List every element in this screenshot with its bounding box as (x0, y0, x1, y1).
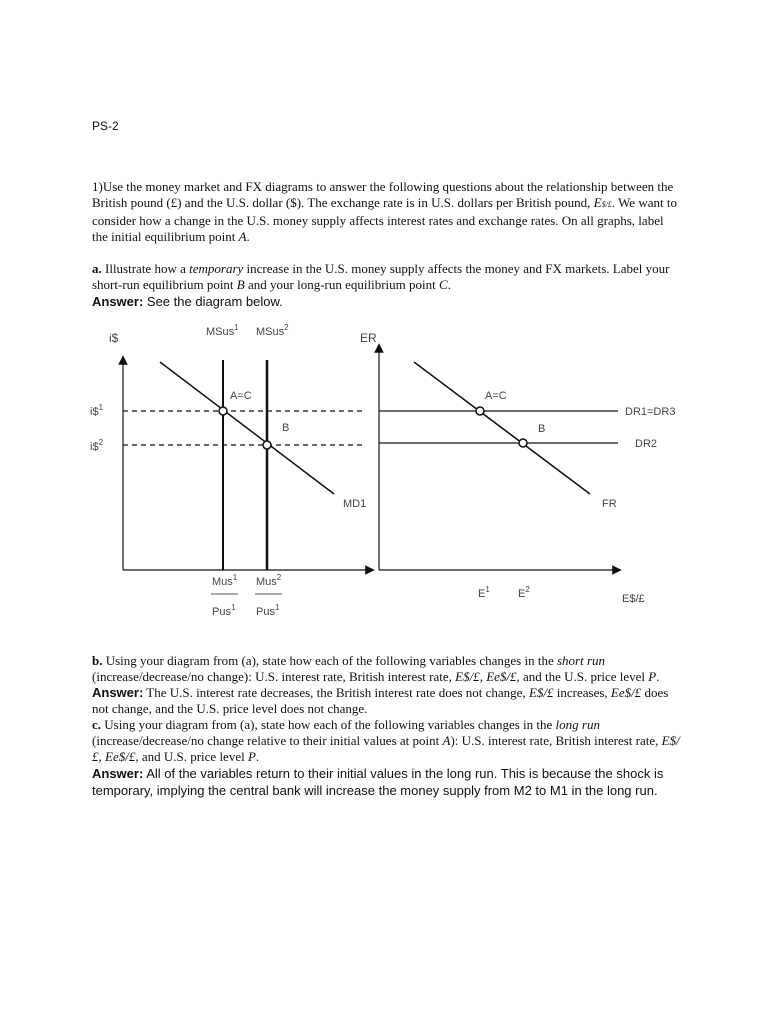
m2-label: Mus$^2$ (256, 573, 282, 588)
p2-label: Pus$^1$ (256, 603, 280, 618)
part-b-question: b. Using your diagram from (a), state how each of the following variables changes in the short run (increase/decrease/no change): U.S. interest rate, British interest rate, E$/£, Ee$/£, and the U.S. price level P. (92, 653, 660, 684)
dr1-label: DR1=DR3 (625, 406, 676, 418)
q1-text-before: 1)Use the money market and FX diagrams to answer the following questions about the relationship between the British pound (£) and the U.S. dollar ($). The exchange rate is in U.S. dollars per British pound, (92, 179, 674, 210)
point-b-marker (263, 441, 271, 449)
fx-point-b-label: B (538, 423, 546, 435)
part-a (92, 261, 682, 310)
part-c-answer: Answer: All of the variables return to their initial values in the long run. This is because the shock is temporary, implying the central bank will increase the money supply from M2 to M1 in the long run. (92, 766, 664, 798)
fx-y-label: ER (360, 331, 377, 345)
document-header: PS-2 (92, 119, 119, 133)
money-fx-diagram (80, 318, 680, 628)
e1-label: $E^1$ (478, 585, 490, 600)
parts-b-c (92, 653, 682, 799)
fx-x-label: E$/£ (622, 593, 645, 605)
point-ac-label: A=C (230, 390, 252, 402)
fr-label: FR (602, 498, 617, 510)
part-a-question: a. Illustrate how a temporary increase in the U.S. money supply affects the money and FX markets. Label your short-run equilibrium point B and your long-run equilibrium point C. (92, 261, 670, 292)
fr-curve (414, 362, 590, 494)
q1-text-after: . We want to consider how a change in the U.S. money supply affects interest rates and exchange rates. On all graphs, label the initial equilibrium point (92, 195, 677, 244)
part-a-answer: Answer: See the diagram below. (92, 294, 283, 309)
fx-point-b-marker (519, 439, 527, 447)
i1-label: i\$$^1$ (90, 403, 104, 418)
i2-label: i\$$^2$ (90, 438, 104, 453)
p1-label: Pus$^1$ (212, 603, 236, 618)
fx-point-ac-label: A=C (485, 390, 507, 402)
point-a-marker (219, 407, 227, 415)
ms2-label: MSus$^2$ (256, 323, 289, 338)
money-market-graph (90, 323, 370, 618)
ms1-label: MSus$^1$ (206, 323, 239, 338)
md1-label: MD1 (343, 498, 367, 510)
fx-market-graph (360, 331, 675, 605)
q1-point: A (238, 229, 247, 244)
part-c-question: c. Using your diagram from (a), state how each of the following variables changes in the long run (increase/decrease/no change relative to their initial values at point A): U.S. interest rate, British interest rate, E$/£, Ee$/£, and U.S. price level P. (92, 717, 680, 764)
m1-label: Mus$^1$ (212, 573, 238, 588)
point-b-label: B (282, 422, 290, 434)
part-b-answer: Answer: The U.S. interest rate decreases, the British interest rate does not change, E$/£ increases, Ee$/£ does not change, and the U.S. price level does not change. (92, 685, 669, 716)
question-1: 1)Use the money market and FX diagrams to answer the following questions about the relationship between the British pound (£) and the U.S. dollar ($). The exchange rate is in U.S. dollars per British pound, E$/£. We want to consider how a change in the U.S. money supply affects interest rates and exchange rates. On all graphs, label the initial equilibrium point A. (92, 179, 677, 244)
er-symbol: E$/£ (593, 195, 612, 210)
dr2-label: DR2 (635, 438, 658, 450)
fx-point-a-marker (476, 407, 484, 415)
money-market-y-label: i$ (109, 331, 119, 345)
md1-curve (160, 362, 334, 494)
e2-label: $E^2$ (518, 585, 530, 600)
